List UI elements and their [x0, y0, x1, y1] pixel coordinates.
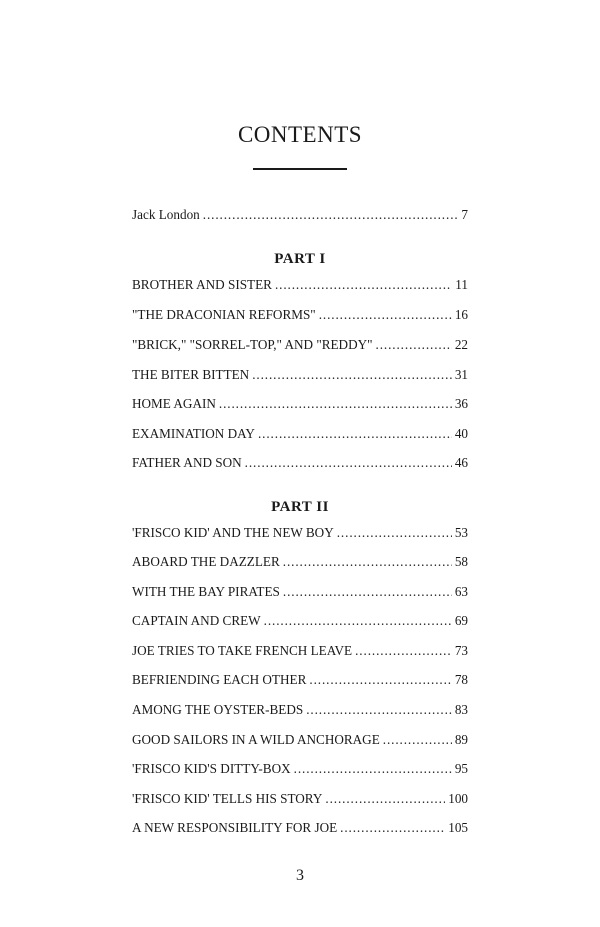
toc-entry-title: A NEW RESPONSIBILITY FOR JOE	[132, 820, 338, 835]
dot-leader	[337, 523, 452, 543]
toc-entry-page: 36	[454, 396, 468, 411]
dot-leader	[376, 335, 452, 355]
toc-entry-title: 'FRISCO KID' TELLS HIS STORY	[132, 791, 323, 806]
toc-entry[interactable]	[132, 818, 468, 838]
toc-entry-title: ABOARD THE DAZZLER	[132, 554, 280, 569]
toc-entry[interactable]	[132, 700, 468, 720]
toc-entry-page: 100	[448, 791, 468, 806]
toc-entry[interactable]	[132, 424, 468, 444]
toc-entry[interactable]	[132, 523, 468, 543]
toc-entry-page: 11	[455, 277, 468, 292]
toc-entry-title: 'FRISCO KID'S DITTY-BOX	[132, 761, 291, 776]
toc-entry-page: 58	[454, 554, 468, 569]
toc-entry-page: 16	[454, 307, 468, 322]
toc-entry[interactable]	[132, 394, 468, 414]
page-number: 3	[296, 867, 304, 884]
part-heading: PART II	[271, 499, 329, 515]
toc-entry-page: 69	[454, 613, 468, 628]
page-title: CONTENTS	[237, 122, 363, 147]
toc-entry-page: 73	[454, 643, 468, 658]
toc-entry-page: 7	[461, 207, 468, 222]
dot-leader	[319, 305, 452, 325]
dot-leader	[309, 670, 451, 690]
dot-leader	[340, 818, 445, 838]
toc-entry[interactable]	[132, 453, 468, 473]
toc-entry-page: 89	[454, 732, 468, 747]
toc-entry[interactable]	[132, 275, 468, 295]
dot-leader	[264, 611, 452, 631]
dot-leader	[203, 205, 459, 225]
toc-entry-page: 83	[454, 702, 468, 717]
dot-leader	[283, 582, 452, 602]
toc-entry[interactable]	[132, 670, 468, 690]
toc-entry[interactable]	[132, 730, 468, 750]
dot-leader	[219, 394, 452, 414]
toc-entry-title: "THE DRACONIAN REFORMS"	[132, 307, 316, 322]
toc-entry-page: 40	[454, 426, 468, 441]
dot-leader	[252, 365, 452, 385]
toc-entry-title: BEFRIENDING EACH OTHER	[132, 672, 307, 687]
toc-entry[interactable]	[132, 582, 468, 602]
toc-entry-title: HOME AGAIN	[132, 396, 216, 411]
toc-entry-title: EXAMINATION DAY	[132, 426, 255, 441]
dot-leader	[306, 700, 452, 720]
dot-leader	[258, 424, 452, 444]
toc-entry-title: BROTHER AND SISTER	[132, 277, 272, 292]
dot-leader	[283, 552, 452, 572]
toc-entry-page: 105	[448, 820, 468, 835]
toc-entry-page: 95	[454, 761, 468, 776]
toc-entry[interactable]	[132, 365, 468, 385]
toc-entry-page: 22	[454, 337, 468, 352]
dot-leader	[294, 759, 452, 779]
toc-entry-page: 63	[454, 584, 468, 599]
toc-entry[interactable]	[132, 552, 468, 572]
toc-entry-title: AMONG THE OYSTER-BEDS	[132, 702, 304, 717]
toc-entry[interactable]	[132, 789, 468, 809]
dot-leader	[245, 453, 452, 473]
dot-leader	[383, 730, 452, 750]
toc-entry-title: JOE TRIES TO TAKE FRENCH LEAVE	[132, 643, 353, 658]
toc-entry-page: 46	[454, 455, 468, 470]
title-divider	[253, 168, 347, 170]
part-heading: PART I	[274, 251, 326, 267]
toc-entry-page: 78	[454, 672, 468, 687]
dot-leader	[275, 275, 452, 295]
toc-entry[interactable]	[132, 335, 468, 355]
dot-leader	[325, 789, 445, 809]
toc-entry-intro[interactable]	[132, 205, 468, 225]
toc-entry-title: CAPTAIN AND CREW	[132, 613, 261, 628]
toc-entry[interactable]	[132, 611, 468, 631]
toc-entry-title: "BRICK," "SORREL-TOP," AND "REDDY"	[132, 337, 373, 352]
toc-entry-title: THE BITER BITTEN	[132, 367, 250, 382]
toc-entry[interactable]	[132, 305, 468, 325]
toc-entry-page: 31	[454, 367, 468, 382]
toc-entry-title: GOOD SAILORS IN A WILD ANCHORAGE	[132, 732, 380, 747]
toc-entry-title: Jack London	[132, 207, 200, 222]
toc-entry-title: 'FRISCO KID' AND THE NEW BOY	[132, 525, 334, 540]
toc-entry[interactable]	[132, 759, 468, 779]
dot-leader	[355, 641, 452, 661]
toc-entry-title: FATHER AND SON	[132, 455, 242, 470]
toc-entry-page: 53	[454, 525, 468, 540]
toc-entry-title: WITH THE BAY PIRATES	[132, 584, 280, 599]
toc-entry[interactable]	[132, 641, 468, 661]
